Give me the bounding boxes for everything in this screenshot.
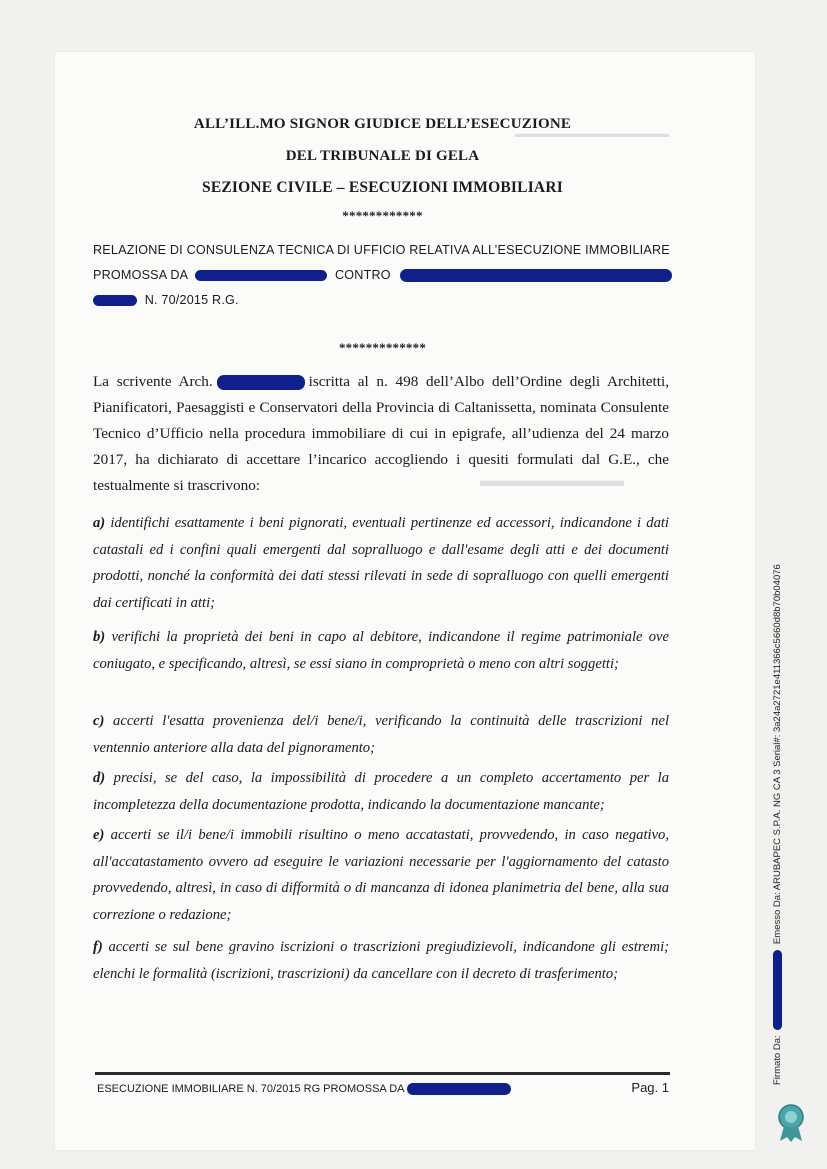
quesito-letter: c) [93,713,105,729]
header-line-2: DEL TRIBUNALE DI GELA [285,148,480,164]
redaction-bar [195,270,327,281]
quesito-text: accerti se sul bene gravino iscrizioni o trascrizioni pregiudizievoli, indicandone gli estremi; elenchi le formalità (iscrizioni, trascrizioni) da cancellare con il decreto di trasferimento; [93,939,669,982]
separator-stars: ************* [338,340,427,355]
quesito-letter: e) [93,827,105,843]
redaction-bar [93,295,137,306]
intro-start: La scrivente Arch. [93,373,213,390]
quesito-letter: f) [93,939,103,955]
contro-label: CONTRO [335,268,391,282]
relazione-line-3 [93,293,673,307]
quesito-a [93,510,669,616]
quesito-text: precisi, se del caso, la impossibilità di procedere a un completo accertamento per la incompletezza della documentazione prodotta, indicando la documentazione mancante; [93,770,669,813]
quesito-e [93,822,669,928]
header-line-3: SEZIONE CIVILE – ESECUZIONI IMMOBILIARI [202,179,563,196]
quesito-letter: a) [93,515,106,531]
quesito-letter: d) [93,770,106,786]
quesito-text: verifichi la proprietà dei beni in capo al debitore, indicandone il regime patrimoniale ove coniugato, e specificando, altresì, se essi siano in comproprietà o meno con altri soggetti; [93,629,669,672]
quesito-f [93,934,669,987]
quesito-text: identifichi esattamente i beni pignorati, eventuali pertinenze ed accessori, indicandone i dati catastali ed i confini quali emergenti dal sopralluogo e dall'esame degli atti e dei documenti prodotti, nonché la conformità dei dati stessi rilevati in sede di sopralluogo con quelli emergenti dai certificati in atti; [93,515,669,611]
intro-paragraph [93,369,669,499]
footer-divider [95,1072,670,1075]
quesito-letter: b) [93,629,106,645]
footer-text [97,1083,511,1095]
footer-label: ESECUZIONE IMMOBILIARE N. 70/2015 RG PROMOSSA DA [97,1083,404,1095]
quesito-text: accerti l'esatta provenienza del/i bene/i, verificando la continuità delle trascrizioni nel ventennio anteriore alla data del pignoramento; [93,713,670,756]
certification-ribbon-icon [774,1103,808,1143]
redaction-bar [217,375,305,390]
signature-issuer: Emesso Da: ARUBAPEC S.P.A. NG CA 3 Serial#: 3a24a2721e411366c5660d8b70b04076 [772,564,783,945]
quesito-d [93,765,669,818]
promossa-label: PROMOSSA DA [93,268,188,282]
relazione-line-2 [93,268,673,282]
quesito-c [93,708,669,761]
signature-label: Firmato Da: [772,1035,783,1085]
bleed-through: ▬▬▬▬▬▬▬▬▬▬▬▬▬▬ [515,128,669,140]
intro-text: iscritta al n. 498 dell’Albo dell’Ordine degli Architetti, Pianificatori, Paesaggisti e Conservatori della Provincia di Caltanissetta, nominata Consulente Tecnico d’Ufficio nella procedura immobiliare di cui in epigrafe, all’udienza del 24 marzo 2017, ha dichiarato di accettare l’incarico accogliendo i quesiti formulati dal G.E., che testualmente si trascrivono: [93,373,670,494]
page-number: Pag. 1 [631,1080,669,1095]
signature-stamp [772,564,783,1085]
relazione-line-1: RELAZIONE DI CONSULENZA TECNICA DI UFFICIO RELATIVA ALL’ESECUZIONE IMMOBILIARE [93,243,670,257]
redaction-bar [773,950,782,1030]
header-line-1: ALL’ILL.MO SIGNOR GIUDICE DELL’ESECUZIONE [193,116,572,132]
separator-stars: ************ [342,208,423,223]
quesito-text: accerti se il/i bene/i immobili risultino o meno accatastati, provvedendo, in caso negativo, all'accatastamento ovvero ad eseguire le variazioni necessarie per l'aggiornamento del catasto provvedendo, altresì, in caso di difformità o di mancanza di idonea planimetria del bene, alla sua correzione o redazione; [93,827,670,923]
bleed-through: ▬▬▬▬▬▬▬▬ [480,470,624,490]
redaction-bar [400,269,672,282]
case-number: N. 70/2015 R.G. [144,293,239,307]
quesito-b [93,624,669,677]
redaction-bar [407,1083,511,1095]
